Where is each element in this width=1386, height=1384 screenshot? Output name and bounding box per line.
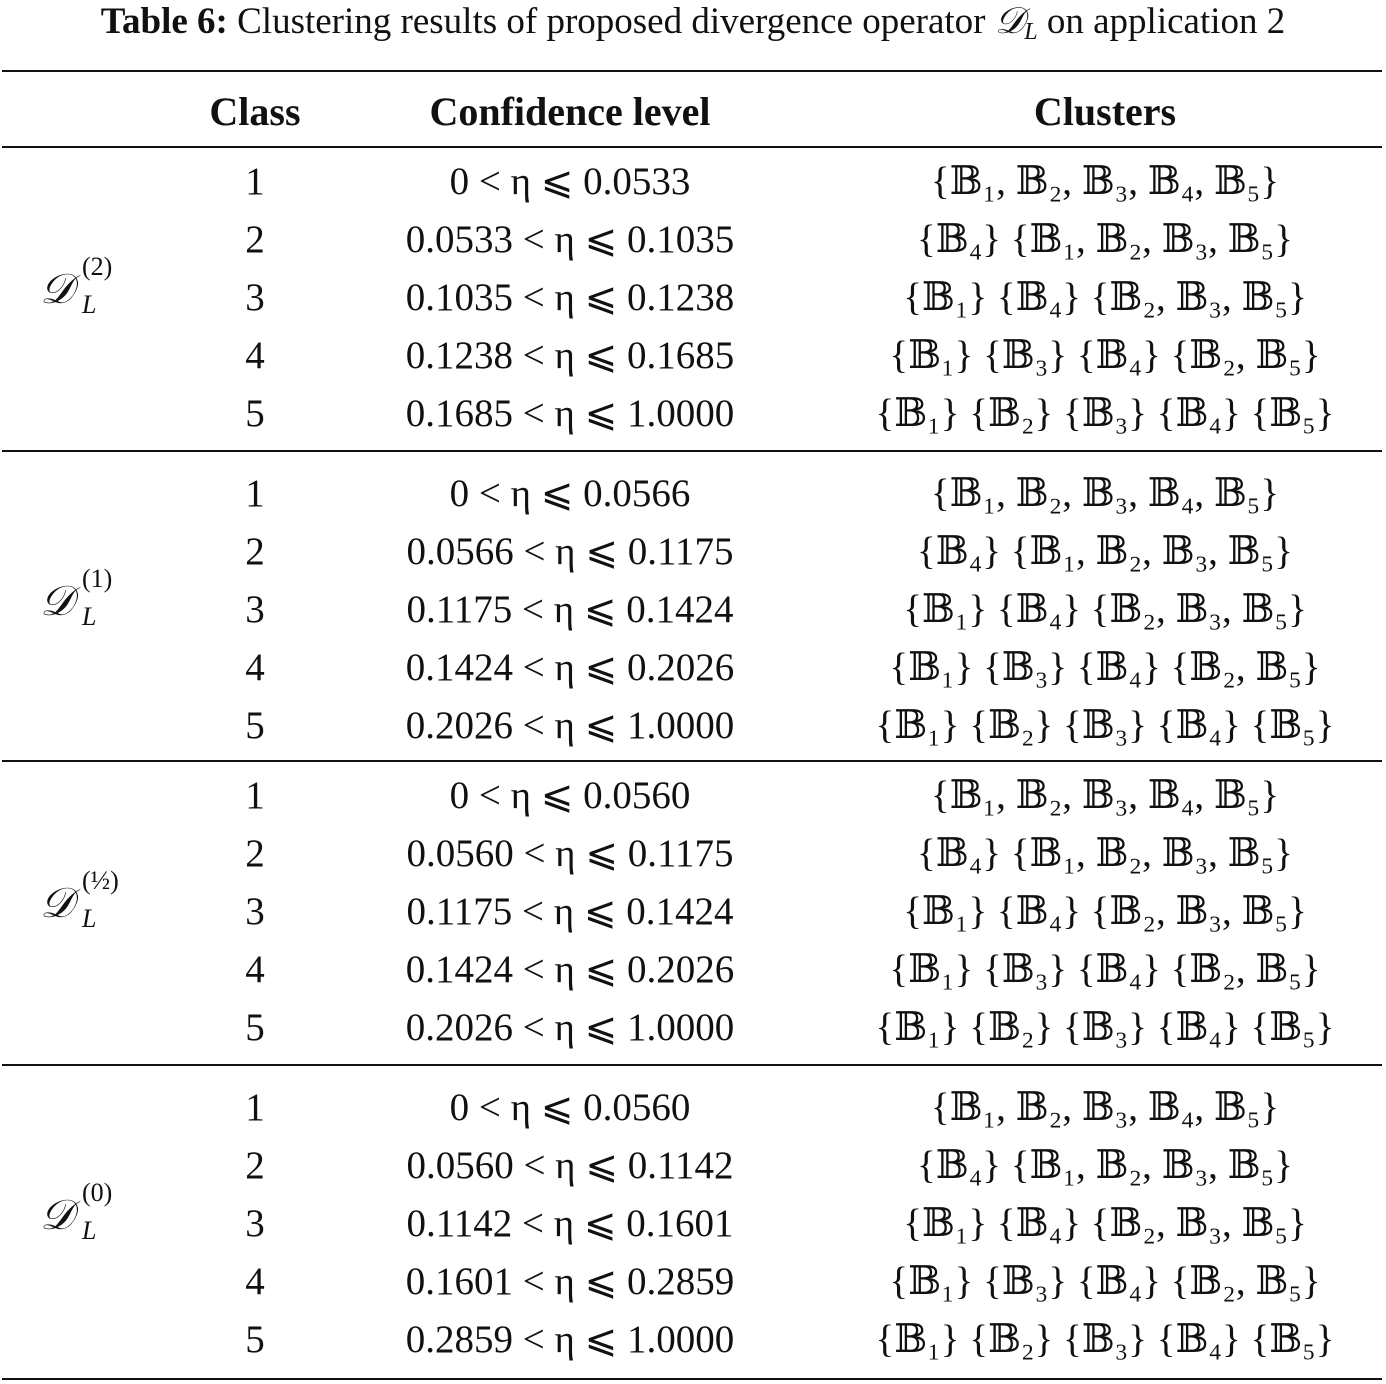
class-cell: 3 xyxy=(245,1202,265,1245)
class-cell: 5 xyxy=(245,1318,265,1361)
confidence-cell: 0.2026 < η ⩽ 1.0000 xyxy=(405,704,735,747)
class-cell: 5 xyxy=(245,392,265,435)
operator-symbol: 𝒟 xyxy=(40,264,74,313)
class-cell: 1 xyxy=(245,472,265,515)
operator-subscript: L xyxy=(82,904,97,933)
caption-operator xyxy=(994,1,1038,45)
confidence-cell: 0.1424 < η ⩽ 0.2026 xyxy=(405,646,735,689)
clusters-cell: {𝔹₁} {𝔹₄} {𝔹₂, 𝔹₃, 𝔹₅} xyxy=(903,890,1307,933)
operator-superscript: (½) xyxy=(82,866,119,895)
bottom-rule xyxy=(2,1378,1382,1380)
header-clusters: Clusters xyxy=(1033,89,1177,134)
group-separator xyxy=(2,1064,1382,1066)
operator-subscript: L xyxy=(82,602,97,631)
operator-superscript: (2) xyxy=(82,252,113,281)
clusters-cell: {𝔹₁, 𝔹₂, 𝔹₃, 𝔹₄, 𝔹₅} xyxy=(930,774,1280,817)
confidence-cell: 0.1175 < η ⩽ 0.1424 xyxy=(406,890,734,933)
clusters-cell: {𝔹₄} {𝔹₁, 𝔹₂, 𝔹₃, 𝔹₅} xyxy=(917,218,1293,261)
operator-symbol: 𝒟 xyxy=(40,1190,74,1239)
confidence-cell: 0.1424 < η ⩽ 0.2026 xyxy=(405,948,735,991)
caption-suffix: on application 2 xyxy=(1046,1,1286,42)
table-caption xyxy=(0,2,1386,52)
class-cell: 5 xyxy=(245,704,265,747)
clusters-cell: {𝔹₁, 𝔹₂, 𝔹₃, 𝔹₄, 𝔹₅} xyxy=(930,1086,1280,1129)
header-rule xyxy=(2,146,1382,148)
operator-superscript: (0) xyxy=(82,1178,113,1207)
clusters-cell: {𝔹₁, 𝔹₂, 𝔹₃, 𝔹₄, 𝔹₅} xyxy=(930,472,1280,515)
group-separator xyxy=(2,450,1382,452)
operator-superscript: (1) xyxy=(82,564,113,593)
operator-subscript: L xyxy=(82,1216,97,1245)
header-class: Class xyxy=(209,89,301,134)
class-cell: 2 xyxy=(245,1144,265,1187)
class-cell: 1 xyxy=(245,160,265,203)
clusters-cell: {𝔹₄} {𝔹₁, 𝔹₂, 𝔹₃, 𝔹₅} xyxy=(917,1144,1293,1187)
operator-label xyxy=(30,564,150,656)
class-cell: 4 xyxy=(245,948,265,991)
clusters-cell: {𝔹₁} {𝔹₂} {𝔹₃} {𝔹₄} {𝔹₅} xyxy=(875,704,1335,747)
operator-symbol: 𝒟 xyxy=(40,576,74,625)
confidence-cell: 0 < η ⩽ 0.0560 xyxy=(449,1086,691,1129)
clusters-cell: {𝔹₁} {𝔹₂} {𝔹₃} {𝔹₄} {𝔹₅} xyxy=(875,392,1335,435)
top-rule xyxy=(2,70,1382,72)
clusters-cell: {𝔹₁} {𝔹₂} {𝔹₃} {𝔹₄} {𝔹₅} xyxy=(875,1006,1335,1049)
clusters-cell: {𝔹₄} {𝔹₁, 𝔹₂, 𝔹₃, 𝔹₅} xyxy=(917,832,1293,875)
clusters-cell: {𝔹₁} {𝔹₄} {𝔹₂, 𝔹₃, 𝔹₅} xyxy=(903,1202,1307,1245)
clusters-cell: {𝔹₁, 𝔹₂, 𝔹₃, 𝔹₄, 𝔹₅} xyxy=(930,160,1280,203)
class-cell: 3 xyxy=(245,890,265,933)
class-cell: 3 xyxy=(245,276,265,319)
caption-label: Table 6: xyxy=(100,1,228,42)
confidence-cell: 0.1175 < η ⩽ 0.1424 xyxy=(406,588,734,631)
class-cell: 2 xyxy=(245,218,265,261)
clusters-cell: {𝔹₁} {𝔹₃} {𝔹₄} {𝔹₂, 𝔹₅} xyxy=(889,948,1321,991)
class-cell: 4 xyxy=(245,334,265,377)
operator-label xyxy=(30,866,150,958)
class-cell: 2 xyxy=(245,530,265,573)
class-cell: 3 xyxy=(245,588,265,631)
clusters-cell: {𝔹₄} {𝔹₁, 𝔹₂, 𝔹₃, 𝔹₅} xyxy=(917,530,1293,573)
class-cell: 4 xyxy=(245,1260,265,1303)
confidence-cell: 0.1601 < η ⩽ 0.2859 xyxy=(405,1260,735,1303)
class-cell: 1 xyxy=(245,1086,265,1129)
clusters-cell: {𝔹₁} {𝔹₂} {𝔹₃} {𝔹₄} {𝔹₅} xyxy=(875,1318,1335,1361)
confidence-cell: 0 < η ⩽ 0.0560 xyxy=(449,774,691,817)
confidence-cell: 0 < η ⩽ 0.0533 xyxy=(449,160,691,203)
confidence-cell: 0 < η ⩽ 0.0566 xyxy=(449,472,691,515)
caption-text: Clustering results of proposed divergence operator xyxy=(237,1,986,42)
confidence-cell: 0.0560 < η ⩽ 0.1175 xyxy=(406,832,734,875)
class-cell: 4 xyxy=(245,646,265,689)
operator-label xyxy=(30,1178,150,1270)
confidence-cell: 0.0566 < η ⩽ 0.1175 xyxy=(406,530,734,573)
caption-operator-symbol: 𝒟 xyxy=(994,1,1025,42)
confidence-cell: 0.1238 < η ⩽ 0.1685 xyxy=(405,334,735,377)
confidence-cell: 0.1685 < η ⩽ 1.0000 xyxy=(405,392,735,435)
confidence-cell: 0.1142 < η ⩽ 0.1601 xyxy=(406,1202,734,1245)
caption-operator-sub: L xyxy=(1024,19,1038,45)
clusters-cell: {𝔹₁} {𝔹₃} {𝔹₄} {𝔹₂, 𝔹₅} xyxy=(889,1260,1321,1303)
class-cell: 2 xyxy=(245,832,265,875)
confidence-cell: 0.2026 < η ⩽ 1.0000 xyxy=(405,1006,735,1049)
operator-symbol: 𝒟 xyxy=(40,878,74,927)
confidence-cell: 0.0533 < η ⩽ 0.1035 xyxy=(405,218,735,261)
clusters-cell: {𝔹₁} {𝔹₃} {𝔹₄} {𝔹₂, 𝔹₅} xyxy=(889,646,1321,689)
group-separator xyxy=(2,760,1382,762)
clusters-cell: {𝔹₁} {𝔹₄} {𝔹₂, 𝔹₃, 𝔹₅} xyxy=(903,276,1307,319)
clusters-cell: {𝔹₁} {𝔹₃} {𝔹₄} {𝔹₂, 𝔹₅} xyxy=(889,334,1321,377)
confidence-cell: 0.0560 < η ⩽ 0.1142 xyxy=(406,1144,734,1187)
header-confidence: Confidence level xyxy=(429,89,711,134)
operator-subscript: L xyxy=(82,290,97,319)
class-cell: 1 xyxy=(245,774,265,817)
confidence-cell: 0.1035 < η ⩽ 0.1238 xyxy=(405,276,735,319)
confidence-cell: 0.2859 < η ⩽ 1.0000 xyxy=(405,1318,735,1361)
operator-label xyxy=(30,252,150,344)
clusters-cell: {𝔹₁} {𝔹₄} {𝔹₂, 𝔹₃, 𝔹₅} xyxy=(903,588,1307,631)
class-cell: 5 xyxy=(245,1006,265,1049)
